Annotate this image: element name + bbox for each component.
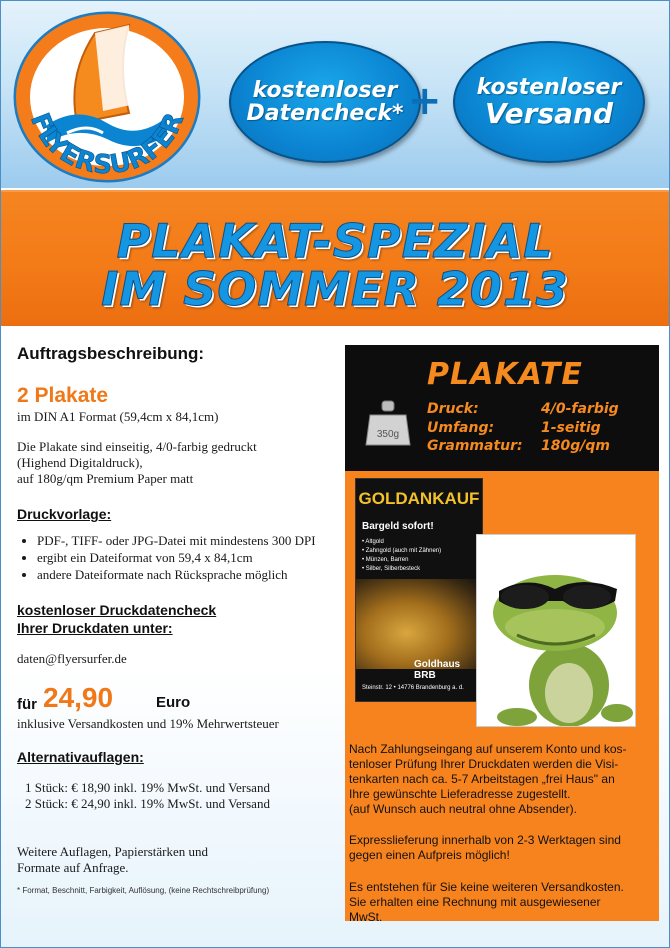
info-line: tenloser Prüfung Ihrer Druckdaten werden die Visi-: [349, 757, 619, 771]
sample-poster-title: GOLDANKAUF: [358, 489, 480, 508]
product-title: PLAKATE: [427, 357, 583, 392]
sample-poster-item: • Altgold: [362, 539, 384, 545]
info-line: Expresslieferung innerhalb von 2-3 Werktagen sind: [349, 833, 621, 847]
format-line: im DIN A1 Format (59,4cm x 84,1cm): [17, 409, 219, 424]
more-info-line: Formate auf Anfrage.: [17, 860, 129, 875]
frog-with-sunglasses-image: [476, 534, 636, 727]
badge-right-line1: kostenloser: [476, 74, 622, 100]
price-note: inklusive Versandkosten und 19% Mehrwertsteuer: [17, 716, 279, 731]
sample-poster-image: [355, 478, 483, 702]
sample-poster-address: Steinstr. 12 • 14776 Brandenburg a. d.: [362, 685, 464, 691]
order-title: Auftragsbeschreibung:: [17, 344, 205, 363]
flyersurfer-logo: [7, 5, 205, 183]
datencheck-title: Ihrer Druckdaten unter:: [17, 620, 173, 636]
info-line: Sie erhalten eine Rechnung mit ausgewiesener: [349, 895, 601, 909]
free-datacheck-badge: [229, 41, 421, 163]
price-unit: Euro: [156, 694, 191, 711]
weight-label: 350g: [376, 429, 400, 440]
alternatives-title: Alternativauflagen:: [17, 749, 144, 765]
info-line: MwSt.: [349, 910, 383, 924]
spec-value: 1-seitig: [541, 420, 601, 436]
alternative-item: 1 Stück: € 18,90 inkl. 19% MwSt. und Versand: [25, 780, 270, 795]
badge-right-line2: Versand: [485, 96, 613, 130]
sample-poster-shop: Goldhaus BRB: [414, 659, 461, 681]
plus-icon: +: [408, 78, 442, 124]
logo-text: FLYERSURFER: [23, 108, 191, 181]
badge-left-line1: kostenloser: [252, 77, 398, 103]
price-value: 24,90: [43, 682, 114, 713]
banner-title: PLAKAT-SPEZIAL: [116, 214, 554, 268]
info-line: Es entstehen für Sie keine weiteren Versandkosten.: [349, 880, 624, 894]
sample-poster-subtitle: Bargeld sofort!: [362, 521, 434, 532]
spec-label: Grammatur:: [427, 438, 523, 454]
email-link[interactable]: daten@flyersurfer.de: [17, 651, 127, 666]
druckvorlage-list: [17, 532, 316, 583]
quantity-title: 2 Plakate: [17, 384, 109, 407]
weight-icon: [364, 399, 412, 449]
badge-left-line2: Datencheck*: [246, 101, 404, 126]
info-line: Ihre gewünschte Lieferadresse zugestellt.: [349, 787, 571, 801]
info-line: Nach Zahlungseingang auf unserem Konto und kos-: [349, 742, 627, 756]
spec-value: 180g/qm: [541, 438, 610, 454]
spec-value: 4/0-farbig: [541, 401, 619, 417]
spec-label: Druck:: [427, 401, 479, 417]
sample-poster-item: • Zahngold (auch mit Zähnen): [362, 548, 442, 554]
info-line: tenkarten nach ca. 5-7 Arbeitstagen „frei Haus" an: [349, 772, 615, 786]
list-item: • PDF-, TIFF- oder JPG-Datei mit mindestens 300 DPI: [37, 532, 316, 549]
info-line: gegen einen Aufpreis möglich!: [349, 848, 510, 862]
sample-poster-item: • Silber, Silberbesteck: [362, 566, 421, 572]
spec-label: Umfang:: [427, 420, 495, 436]
header: [1, 1, 669, 188]
price-prefix: für: [17, 696, 37, 713]
list-item: • ergibt ein Dateiformat von 59,4 x 84,1cm: [37, 549, 316, 566]
datencheck-title: kostenloser Druckdatencheck: [17, 602, 217, 618]
description-line: (Highend Digitaldruck),: [17, 455, 143, 470]
druckvorlage-title: Druckvorlage:: [17, 506, 112, 522]
info-line: (auf Wunsch auch neutral ohne Absender).: [349, 802, 577, 816]
description-line: Die Plakate sind einseitig, 4/0-farbig gedruckt: [17, 439, 257, 454]
description-line: auf 180g/qm Premium Paper matt: [17, 471, 194, 486]
promo-banner: [1, 190, 669, 328]
free-shipping-badge: [453, 41, 645, 163]
alternative-item: 2 Stück: € 24,90 inkl. 19% MwSt. und Versand: [25, 796, 270, 811]
sample-poster-item: • Münzen, Barren: [362, 557, 409, 563]
footnote: * Format, Beschnitt, Farbigkeit, Auflösung, (keine Rechtschreibprüfung): [17, 886, 270, 895]
more-info-line: Weitere Auflagen, Papierstärken und: [17, 844, 208, 859]
list-item: • andere Dateiformate nach Rücksprache möglich: [37, 566, 316, 583]
banner-subtitle: IM SOMMER 2013: [101, 262, 569, 316]
gold-jewelry-image: [356, 579, 482, 669]
